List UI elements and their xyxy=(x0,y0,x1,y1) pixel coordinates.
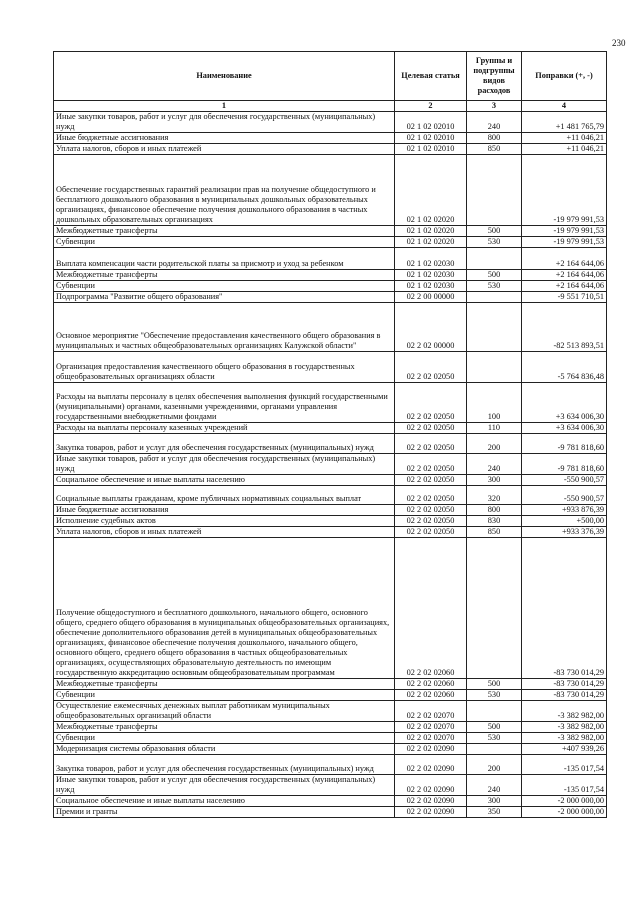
row-target-code: 02 2 02 02090 xyxy=(395,807,467,818)
row-name: Осуществление ежемесячных денежных выплат работникам муниципальных общеобразовательных организаций области xyxy=(54,701,395,722)
table-row xyxy=(54,775,607,796)
row-target-code: 02 2 02 02050 xyxy=(395,423,467,434)
row-amount: +11 046,21 xyxy=(522,144,607,155)
table-row xyxy=(54,248,607,270)
row-name: Выплата компенсации части родительской платы за присмотр и уход за ребенком xyxy=(54,248,395,270)
row-group-code xyxy=(467,352,522,383)
column-number: 2 xyxy=(395,101,467,112)
row-amount: -135 017,54 xyxy=(522,775,607,796)
row-amount: +407 939,26 xyxy=(522,744,607,755)
row-amount: -19 979 991,53 xyxy=(522,237,607,248)
row-group-code: 800 xyxy=(467,133,522,144)
row-target-code: 02 1 02 02030 xyxy=(395,248,467,270)
header-target: Целевая статья xyxy=(395,52,467,101)
row-name: Закупка товаров, работ и услуг для обеспечения государственных (муниципальных) нужд xyxy=(54,434,395,454)
row-amount: +2 164 644,06 xyxy=(522,281,607,292)
row-group-code: 800 xyxy=(467,505,522,516)
column-number: 3 xyxy=(467,101,522,112)
row-group-code: 110 xyxy=(467,423,522,434)
table-row xyxy=(54,755,607,775)
row-target-code: 02 1 02 02010 xyxy=(395,133,467,144)
row-amount: +500,00 xyxy=(522,516,607,527)
header-amendment: Поправки (+, -) xyxy=(522,52,607,101)
row-name: Субвенции xyxy=(54,690,395,701)
table-row xyxy=(54,434,607,454)
row-group-code: 850 xyxy=(467,144,522,155)
row-amount: -83 730 014,29 xyxy=(522,538,607,679)
row-amount: -82 513 893,51 xyxy=(522,303,607,352)
table-row xyxy=(54,679,607,690)
row-name: Уплата налогов, сборов и иных платежей xyxy=(54,144,395,155)
row-amount: -5 764 836,48 xyxy=(522,352,607,383)
column-number: 4 xyxy=(522,101,607,112)
row-amount: -9 781 818,60 xyxy=(522,434,607,454)
row-target-code: 02 2 02 02070 xyxy=(395,701,467,722)
row-group-code xyxy=(467,248,522,270)
page-number: 230 xyxy=(612,38,626,48)
table-row xyxy=(54,733,607,744)
table-row xyxy=(54,292,607,303)
table-row xyxy=(54,722,607,733)
row-amount: -2 000 000,00 xyxy=(522,796,607,807)
row-group-code: 300 xyxy=(467,475,522,486)
table-row xyxy=(54,112,607,133)
row-amount: -9 781 818,60 xyxy=(522,454,607,475)
table-row xyxy=(54,423,607,434)
row-target-code: 02 2 02 02050 xyxy=(395,454,467,475)
row-amount: -19 979 991,53 xyxy=(522,226,607,237)
row-group-code: 500 xyxy=(467,226,522,237)
table-row xyxy=(54,475,607,486)
row-name: Получение общедоступного и бесплатного дошкольного, начального общего, основного общего, среднего общего образования в муниципальных общеобразовательных организациях, обеспечение дополнительного образования детей в муниципальных общеобразовательных организациях, финансовое обеспечение получения дошкольного, начального общего, основного общего, среднего общего образования в частных общеобразовательных организациях, осуществляющих образовательную деятельность по имеющим государственную аккредитацию основным общеобразовательным программам xyxy=(54,538,395,679)
row-name: Подпрограмма "Развитие общего образования" xyxy=(54,292,395,303)
row-amount: -9 551 710,51 xyxy=(522,292,607,303)
table-row xyxy=(54,352,607,383)
row-target-code: 02 2 02 02050 xyxy=(395,475,467,486)
row-target-code: 02 2 02 02060 xyxy=(395,679,467,690)
row-target-code: 02 1 02 02030 xyxy=(395,270,467,281)
row-name: Расходы на выплаты персоналу в целях обеспечения выполнения функций государственными (муниципальными) органами, казенными учреждениями, органами управления государственными внебюджетными фондами xyxy=(54,383,395,423)
row-group-code xyxy=(467,538,522,679)
table-row xyxy=(54,701,607,722)
row-name: Обеспечение государственных гарантий реализации прав на получение общедоступного и бесплатного дошкольного образования в муниципальных дошкольных образовательных организациях, финансовое обеспечение получения дошкольного образования в частных дошкольных образовательных организациях xyxy=(54,155,395,226)
row-target-code: 02 2 02 02090 xyxy=(395,744,467,755)
table-row xyxy=(54,270,607,281)
header-name: Наименование xyxy=(54,52,395,101)
row-target-code: 02 1 02 02010 xyxy=(395,112,467,133)
row-group-code xyxy=(467,701,522,722)
row-group-code: 200 xyxy=(467,755,522,775)
row-name: Модернизация системы образования области xyxy=(54,744,395,755)
row-group-code: 350 xyxy=(467,807,522,818)
row-group-code: 300 xyxy=(467,796,522,807)
table-row xyxy=(54,281,607,292)
row-name: Иные закупки товаров, работ и услуг для обеспечения государственных (муниципальных) нужд xyxy=(54,112,395,133)
row-target-code: 02 2 02 02090 xyxy=(395,755,467,775)
table-row xyxy=(54,538,607,679)
row-amount: -83 730 014,29 xyxy=(522,679,607,690)
row-group-code xyxy=(467,155,522,226)
row-target-code: 02 2 02 02050 xyxy=(395,486,467,505)
row-target-code: 02 1 02 02020 xyxy=(395,155,467,226)
row-name: Расходы на выплаты персоналу казенных учреждений xyxy=(54,423,395,434)
row-amount: -3 382 982,00 xyxy=(522,701,607,722)
table-row xyxy=(54,226,607,237)
table-row xyxy=(54,454,607,475)
row-group-code: 530 xyxy=(467,281,522,292)
row-name: Исполнение судебных актов xyxy=(54,516,395,527)
row-name: Межбюджетные трансферты xyxy=(54,226,395,237)
row-name: Иные бюджетные ассигнования xyxy=(54,133,395,144)
row-name: Субвенции xyxy=(54,281,395,292)
row-amount: -550 900,57 xyxy=(522,475,607,486)
table-row xyxy=(54,505,607,516)
row-group-code: 100 xyxy=(467,383,522,423)
row-group-code xyxy=(467,292,522,303)
row-amount: -2 000 000,00 xyxy=(522,807,607,818)
column-number-row xyxy=(54,101,607,112)
row-name: Межбюджетные трансферты xyxy=(54,270,395,281)
row-amount: -83 730 014,29 xyxy=(522,690,607,701)
row-name: Межбюджетные трансферты xyxy=(54,722,395,733)
column-number: 1 xyxy=(54,101,395,112)
table-row xyxy=(54,516,607,527)
table-header-row xyxy=(54,52,607,101)
table-row xyxy=(54,237,607,248)
row-target-code: 02 2 02 02050 xyxy=(395,352,467,383)
row-name: Социальное обеспечение и иные выплаты населению xyxy=(54,475,395,486)
row-group-code xyxy=(467,744,522,755)
table-row xyxy=(54,486,607,505)
row-group-code: 500 xyxy=(467,722,522,733)
row-name: Социальные выплаты гражданам, кроме публичных нормативных социальных выплат xyxy=(54,486,395,505)
row-target-code: 02 2 02 00000 xyxy=(395,303,467,352)
row-target-code: 02 2 02 02060 xyxy=(395,538,467,679)
row-target-code: 02 1 02 02010 xyxy=(395,144,467,155)
row-amount: +2 164 644,06 xyxy=(522,270,607,281)
table-row xyxy=(54,807,607,818)
table-row xyxy=(54,527,607,538)
table-row xyxy=(54,690,607,701)
row-target-code: 02 2 02 02070 xyxy=(395,733,467,744)
table-row xyxy=(54,133,607,144)
row-name: Закупка товаров, работ и услуг для обеспечения государственных (муниципальных) нужд xyxy=(54,755,395,775)
row-name: Социальное обеспечение и иные выплаты населению xyxy=(54,796,395,807)
row-group-code: 530 xyxy=(467,237,522,248)
row-group-code: 530 xyxy=(467,690,522,701)
row-group-code: 240 xyxy=(467,775,522,796)
row-amount: -3 382 982,00 xyxy=(522,722,607,733)
row-amount: -550 900,57 xyxy=(522,486,607,505)
row-target-code: 02 2 02 02070 xyxy=(395,722,467,733)
row-group-code xyxy=(467,303,522,352)
row-amount: +3 634 006,30 xyxy=(522,383,607,423)
row-amount: +3 634 006,30 xyxy=(522,423,607,434)
row-target-code: 02 2 02 02090 xyxy=(395,775,467,796)
row-target-code: 02 2 02 02050 xyxy=(395,505,467,516)
row-group-code: 320 xyxy=(467,486,522,505)
row-target-code: 02 1 02 02030 xyxy=(395,281,467,292)
row-name: Субвенции xyxy=(54,237,395,248)
row-name: Иные закупки товаров, работ и услуг для обеспечения государственных (муниципальных) нужд xyxy=(54,454,395,475)
row-target-code: 02 1 02 02020 xyxy=(395,226,467,237)
row-amount: +2 164 644,06 xyxy=(522,248,607,270)
row-target-code: 02 2 02 02090 xyxy=(395,796,467,807)
row-name: Иные закупки товаров, работ и услуг для обеспечения государственных (муниципальных) нужд xyxy=(54,775,395,796)
table-body xyxy=(54,112,607,818)
row-name: Уплата налогов, сборов и иных платежей xyxy=(54,527,395,538)
table-row xyxy=(54,744,607,755)
row-amount: -3 382 982,00 xyxy=(522,733,607,744)
row-amount: +11 046,21 xyxy=(522,133,607,144)
table-row xyxy=(54,303,607,352)
row-target-code: 02 1 02 02020 xyxy=(395,237,467,248)
row-name: Межбюджетные трансферты xyxy=(54,679,395,690)
row-group-code: 500 xyxy=(467,679,522,690)
row-group-code: 850 xyxy=(467,527,522,538)
table-row xyxy=(54,144,607,155)
row-group-code: 240 xyxy=(467,112,522,133)
row-group-code: 240 xyxy=(467,454,522,475)
row-group-code: 830 xyxy=(467,516,522,527)
row-amount: +933 376,39 xyxy=(522,527,607,538)
row-target-code: 02 2 02 02050 xyxy=(395,527,467,538)
row-group-code: 200 xyxy=(467,434,522,454)
table-row xyxy=(54,796,607,807)
budget-amendments-table xyxy=(53,51,607,818)
row-amount: +1 481 765,79 xyxy=(522,112,607,133)
row-name: Организация предоставления качественного общего образования в государственных общеобразовательных организациях области xyxy=(54,352,395,383)
row-name: Иные бюджетные ассигнования xyxy=(54,505,395,516)
row-target-code: 02 2 02 02060 xyxy=(395,690,467,701)
header-group: Группы и подгруппы видов расходов xyxy=(467,52,522,101)
row-target-code: 02 2 02 02050 xyxy=(395,383,467,423)
row-name: Субвенции xyxy=(54,733,395,744)
row-amount: -19 979 991,53 xyxy=(522,155,607,226)
row-name: Премии и гранты xyxy=(54,807,395,818)
row-name: Основное мероприятие "Обеспечение предоставления качественного общего образования в муниципальных и частных общеобразовательных организациях Калужской области" xyxy=(54,303,395,352)
row-target-code: 02 2 02 02050 xyxy=(395,516,467,527)
row-group-code: 530 xyxy=(467,733,522,744)
row-amount: -135 017,54 xyxy=(522,755,607,775)
table-row xyxy=(54,155,607,226)
table-row xyxy=(54,383,607,423)
row-target-code: 02 2 00 00000 xyxy=(395,292,467,303)
row-target-code: 02 2 02 02050 xyxy=(395,434,467,454)
row-amount: +933 876,39 xyxy=(522,505,607,516)
row-group-code: 500 xyxy=(467,270,522,281)
